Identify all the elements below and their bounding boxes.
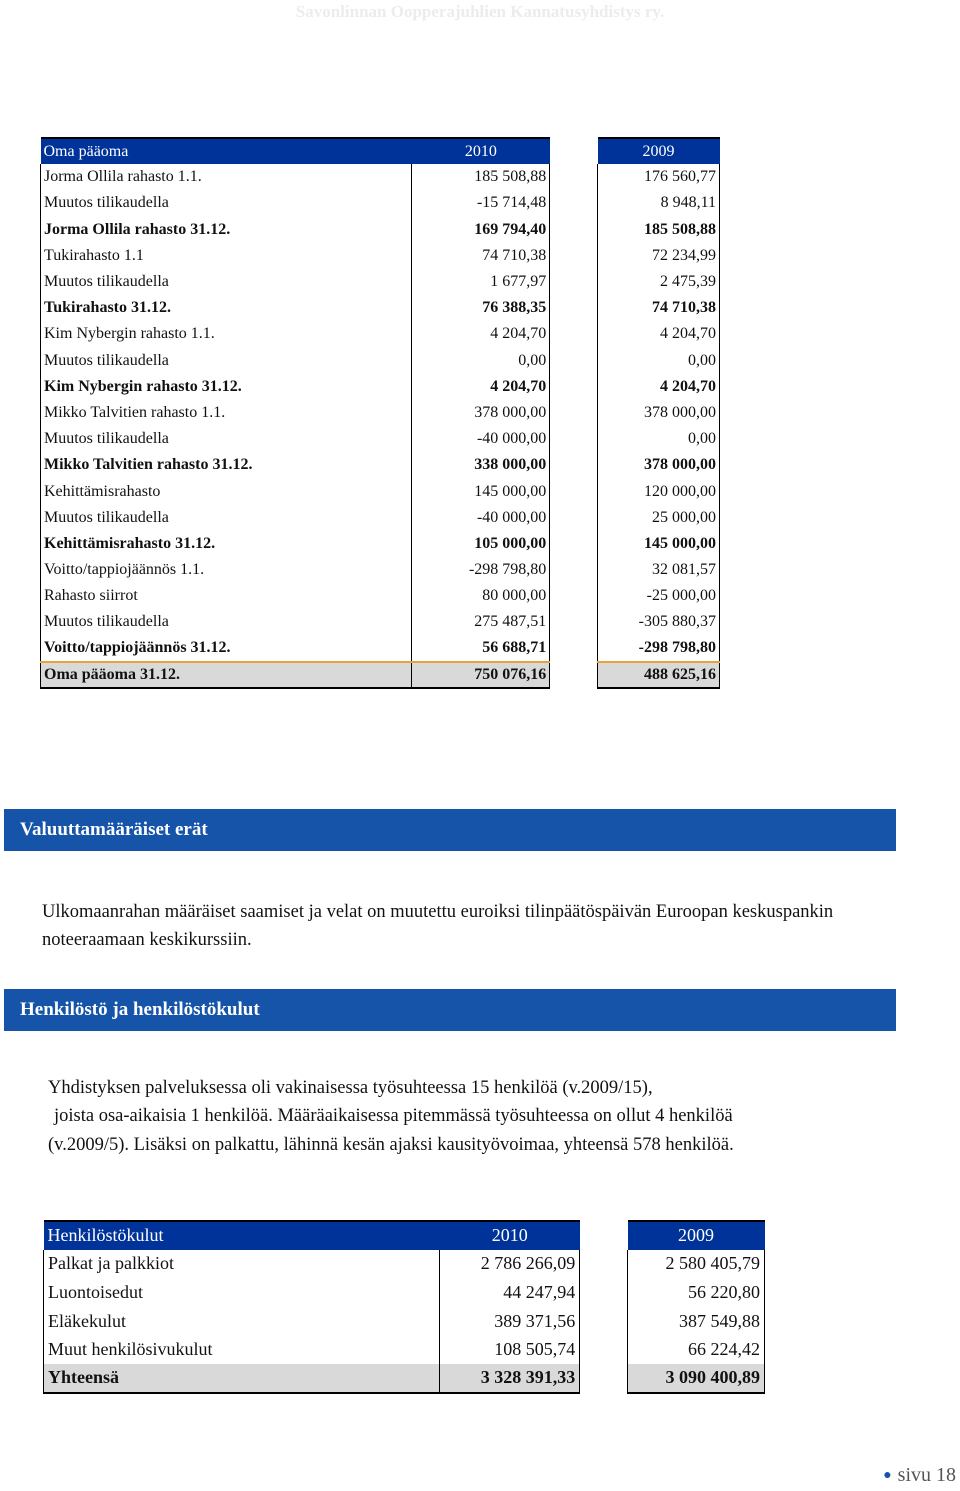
- row-label: Muutos tilikaudella: [41, 505, 412, 531]
- row-label: Kehittämisrahasto: [41, 478, 412, 504]
- personnel-costs-row: [44, 1364, 765, 1393]
- value-2009: 72 234,99: [598, 243, 720, 269]
- value-2010: 4 204,70: [412, 321, 550, 347]
- equity-table-row: [41, 295, 720, 321]
- personnel-costs-title: Henkilöstökulut: [44, 1221, 440, 1250]
- value-2009: 4 204,70: [598, 374, 720, 400]
- row-label: Luontoisedut: [44, 1278, 440, 1307]
- column-gap: [550, 348, 598, 374]
- value-2009: 56 220,80: [628, 1278, 765, 1307]
- value-2010: -40 000,00: [412, 505, 550, 531]
- value-2009: 74 710,38: [598, 295, 720, 321]
- value-2010: -15 714,48: [412, 190, 550, 216]
- column-gap: [580, 1307, 628, 1336]
- value-2010: 105 000,00: [412, 531, 550, 557]
- row-label: Muutos tilikaudella: [41, 348, 412, 374]
- personnel-year-2009: 2009: [628, 1221, 765, 1250]
- row-label: Oma pääoma 31.12.: [41, 662, 412, 688]
- personnel-costs-row: [44, 1250, 765, 1279]
- row-label: Voitto/tappiojäännös 1.1.: [41, 557, 412, 583]
- column-gap: [550, 505, 598, 531]
- column-gap: [550, 269, 598, 295]
- value-2009: 2 475,39: [598, 269, 720, 295]
- row-label: Voitto/tappiojäännös 31.12.: [41, 636, 412, 662]
- value-2010: -298 798,80: [412, 557, 550, 583]
- value-2009: 145 000,00: [598, 531, 720, 557]
- equity-table-row: [41, 557, 720, 583]
- value-2009: 176 560,77: [598, 164, 720, 190]
- equity-table-row: [41, 662, 720, 688]
- equity-table-row: [41, 636, 720, 662]
- currency-paragraph: Ulkomaanrahan määräiset saamiset ja velat on muutettu euroiksi tilinpäätöspäivän Euroopan keskuspankin noteeraamaan keskikurssiin.: [42, 902, 834, 950]
- row-label: Muutos tilikaudella: [41, 609, 412, 635]
- column-gap: [550, 217, 598, 243]
- value-2009: -305 880,37: [598, 609, 720, 635]
- value-2009: -298 798,80: [598, 636, 720, 662]
- row-label: Tukirahasto 31.12.: [41, 295, 412, 321]
- column-gap: [550, 609, 598, 635]
- value-2009: 3 090 400,89: [628, 1364, 765, 1393]
- column-gap: [580, 1335, 628, 1364]
- value-2010: 145 000,00: [412, 478, 550, 504]
- column-gap: [550, 478, 598, 504]
- equity-table-row: [41, 269, 720, 295]
- column-gap: [550, 452, 598, 478]
- value-2009: 185 508,88: [598, 217, 720, 243]
- value-2010: 389 371,56: [440, 1307, 580, 1336]
- value-2009: 8 948,11: [598, 190, 720, 216]
- equity-table: [40, 137, 720, 689]
- equity-table-row: [41, 348, 720, 374]
- equity-table-row: [41, 426, 720, 452]
- personnel-costs-row: [44, 1335, 765, 1364]
- equity-year-2009: 2009: [598, 138, 720, 164]
- personnel-paragraph-line-3: (v.2009/5). Lisäksi on palkattu, lähinnä kesän ajaksi kausityövoimaa, yhteensä 578 henkilöä.: [48, 1135, 734, 1155]
- value-2009: -25 000,00: [598, 583, 720, 609]
- value-2010: 750 076,16: [412, 662, 550, 688]
- column-gap: [550, 190, 598, 216]
- row-label: Kim Nybergin rahasto 31.12.: [41, 374, 412, 400]
- personnel-costs-table: [43, 1220, 765, 1394]
- equity-table-row: [41, 217, 720, 243]
- equity-table-row: [41, 478, 720, 504]
- personnel-costs-body: [44, 1250, 765, 1393]
- value-2010: 74 710,38: [412, 243, 550, 269]
- value-2009: 66 224,42: [628, 1335, 765, 1364]
- equity-table-row: [41, 321, 720, 347]
- value-2009: 2 580 405,79: [628, 1250, 765, 1279]
- personnel-year-2010: 2010: [440, 1221, 580, 1250]
- row-label: Mikko Talvitien rahasto 31.12.: [41, 452, 412, 478]
- section-header-personnel: Henkilöstö ja henkilöstökulut: [4, 989, 896, 1031]
- row-label: Yhteensä: [44, 1364, 440, 1393]
- column-gap: [550, 321, 598, 347]
- column-gap: [580, 1278, 628, 1307]
- equity-year-2010: 2010: [412, 138, 550, 164]
- page-number: sivu 18: [897, 1464, 956, 1486]
- personnel-costs-row: [44, 1307, 765, 1336]
- equity-table-row: [41, 400, 720, 426]
- column-gap: [550, 662, 598, 688]
- value-2010: 44 247,94: [440, 1278, 580, 1307]
- value-2010: 80 000,00: [412, 583, 550, 609]
- column-gap: [580, 1221, 628, 1250]
- equity-table-row: [41, 609, 720, 635]
- personnel-paragraph-line-2: joista osa-aikaisia 1 henkilöä. Määräaikaisessa pitemmässä työsuhteessa on ollut 4 henkilöä: [54, 1106, 733, 1126]
- row-label: Jorma Ollila rahasto 1.1.: [41, 164, 412, 190]
- value-2010: 378 000,00: [412, 400, 550, 426]
- row-label: Eläkekulut: [44, 1307, 440, 1336]
- value-2009: 4 204,70: [598, 321, 720, 347]
- column-gap: [550, 531, 598, 557]
- organization-header: Savonlinnan Oopperajuhlien Kannatusyhdistys ry.: [295, 2, 665, 21]
- equity-table-header: [41, 138, 720, 164]
- equity-table-body: [41, 164, 720, 688]
- value-2010: 2 786 266,09: [440, 1250, 580, 1279]
- column-gap: [580, 1364, 628, 1393]
- row-label: Kehittämisrahasto 31.12.: [41, 531, 412, 557]
- value-2010: 108 505,74: [440, 1335, 580, 1364]
- value-2009: 25 000,00: [598, 505, 720, 531]
- value-2009: 488 625,16: [598, 662, 720, 688]
- value-2009: 378 000,00: [598, 400, 720, 426]
- column-gap: [550, 400, 598, 426]
- value-2009: 387 549,88: [628, 1307, 765, 1336]
- column-gap: [550, 374, 598, 400]
- column-gap: [550, 164, 598, 190]
- value-2009: 32 081,57: [598, 557, 720, 583]
- row-label: Palkat ja palkkiot: [44, 1250, 440, 1279]
- value-2009: 0,00: [598, 426, 720, 452]
- column-gap: [550, 295, 598, 321]
- value-2010: 275 487,51: [412, 609, 550, 635]
- value-2010: 185 508,88: [412, 164, 550, 190]
- value-2010: 1 677,97: [412, 269, 550, 295]
- value-2010: 56 688,71: [412, 636, 550, 662]
- value-2009: 120 000,00: [598, 478, 720, 504]
- column-gap: [550, 426, 598, 452]
- equity-table-title: Oma pääoma: [41, 138, 412, 164]
- equity-table-row: [41, 531, 720, 557]
- value-2009: 378 000,00: [598, 452, 720, 478]
- row-label: Rahasto siirrot: [41, 583, 412, 609]
- row-label: Mikko Talvitien rahasto 1.1.: [41, 400, 412, 426]
- column-gap: [580, 1250, 628, 1279]
- column-gap: [550, 636, 598, 662]
- personnel-costs-header: [44, 1221, 765, 1250]
- row-label: Tukirahasto 1.1: [41, 243, 412, 269]
- page-footer: [883, 1464, 956, 1487]
- bullet-icon: ●: [883, 1468, 892, 1484]
- section-header-currency: Valuuttamääräiset erät: [4, 809, 896, 851]
- value-2010: 3 328 391,33: [440, 1364, 580, 1393]
- value-2010: 338 000,00: [412, 452, 550, 478]
- equity-table-row: [41, 190, 720, 216]
- column-gap: [550, 583, 598, 609]
- value-2010: -40 000,00: [412, 426, 550, 452]
- column-gap: [550, 138, 598, 164]
- equity-table-row: [41, 374, 720, 400]
- value-2010: 4 204,70: [412, 374, 550, 400]
- value-2010: 0,00: [412, 348, 550, 374]
- value-2009: 0,00: [598, 348, 720, 374]
- equity-table-row: [41, 583, 720, 609]
- row-label: Muut henkilösivukulut: [44, 1335, 440, 1364]
- equity-table-row: [41, 243, 720, 269]
- personnel-costs-row: [44, 1278, 765, 1307]
- row-label: Muutos tilikaudella: [41, 190, 412, 216]
- equity-table-row: [41, 505, 720, 531]
- column-gap: [550, 557, 598, 583]
- equity-table-row: [41, 452, 720, 478]
- row-label: Jorma Ollila rahasto 31.12.: [41, 217, 412, 243]
- row-label: Muutos tilikaudella: [41, 269, 412, 295]
- row-label: Kim Nybergin rahasto 1.1.: [41, 321, 412, 347]
- equity-table-row: [41, 164, 720, 190]
- value-2010: 169 794,40: [412, 217, 550, 243]
- column-gap: [550, 243, 598, 269]
- personnel-paragraph-line-1: Yhdistyksen palveluksessa oli vakinaisessa työsuhteessa 15 henkilöä (v.2009/15),: [48, 1078, 653, 1098]
- value-2010: 76 388,35: [412, 295, 550, 321]
- row-label: Muutos tilikaudella: [41, 426, 412, 452]
